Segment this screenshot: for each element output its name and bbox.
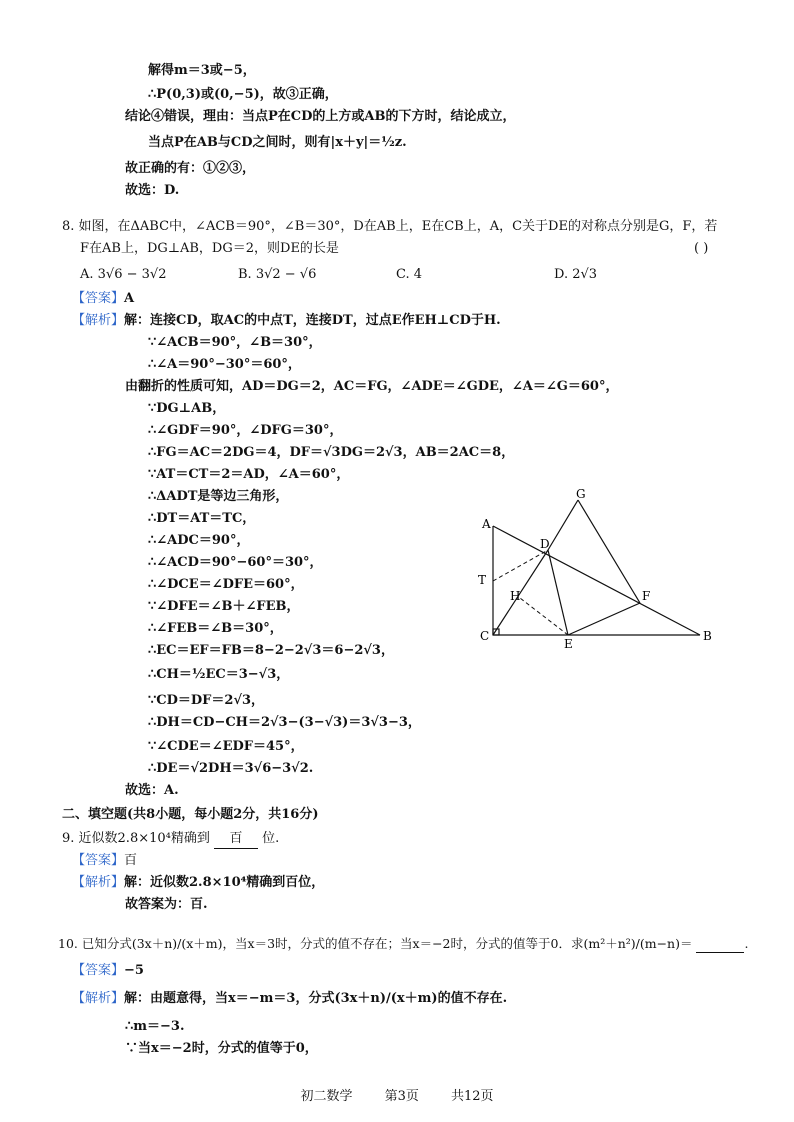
q10-answer-row (72, 962, 144, 980)
q9-stem-post: 位. (262, 831, 280, 846)
q8-option-a: A. 3√6 − 3√2 (80, 267, 167, 282)
q8-solution-11: ∴∠ACD＝90°−60°＝30°， (148, 555, 323, 570)
q8-solution-15: ∴EC＝EF＝FB＝8−2−2√3＝6−2√3， (148, 643, 394, 658)
section-2-title: 二、填空题(共8小题，每小题2分，共16分) (62, 807, 319, 822)
label-e: E (564, 637, 573, 648)
top-line-4: 当点P在AB与CD之间时，则有|x＋y|＝½z. (148, 135, 407, 150)
label-t: T (478, 573, 487, 587)
analysis-tag: 【解析】 (72, 875, 125, 890)
q8-solution-14: ∴∠FEB＝∠B＝30°， (148, 621, 283, 636)
answer-tag: 【答案】 (72, 963, 125, 978)
q8-solution-5: ∴∠GDF＝90°，∠DFG＝30°， (148, 423, 343, 438)
label-h: H (510, 589, 521, 603)
q10-answer: −5 (124, 963, 144, 978)
q8-solution-2: ∴∠A＝90°−30°＝60°， (148, 357, 301, 372)
answer-tag: 【答案】 (72, 853, 125, 868)
label-g: G (576, 488, 586, 501)
q10-stem-text: 10. 已知分式(3x＋n)/(x＋m)，当x＝3时，分式的值不存在；当x＝−2时，分式的值等于0．求(m²＋n²)/(m−n)＝ (58, 936, 693, 951)
top-line-2: ∴P(0,3)或(0,−5)，故③正确， (148, 87, 338, 102)
q8-paren: ( ) (694, 241, 709, 256)
q8-answer-row (72, 290, 134, 308)
q8-solution-17: ∵CD＝DF＝2√3， (148, 693, 265, 708)
q8-solution-10: ∴∠ADC＝90°， (148, 533, 250, 548)
q8-solution-3: 由翻折的性质可知，AD＝DG＝2，AC＝FG，∠ADE＝∠GDE，∠A＝∠G＝60°， (125, 379, 619, 394)
label-d: D (540, 537, 550, 551)
q8-solution-6: ∴FG＝AC＝2DG＝4，DF＝√3DG＝2√3，AB＝2AC＝8， (148, 445, 515, 460)
q8-option-d: D. 2√3 (554, 267, 598, 282)
q8-solution-19: ∵∠CDE＝∠EDF＝45°， (148, 739, 304, 754)
top-line-3: 结论④错误，理由：当点P在CD的上方或AB的下方时，结论成立， (125, 109, 516, 124)
label-a: A (482, 517, 491, 531)
q8-answer: A (124, 291, 135, 306)
label-c: C (480, 629, 490, 643)
q8-solution-16: ∴CH＝½EC＝3−√3， (148, 667, 290, 682)
q9-blank: 百 (214, 830, 258, 849)
segment-dg (548, 500, 578, 550)
footer-total: 共12页 (451, 1089, 494, 1104)
segment-ef (568, 603, 640, 635)
top-line-6: 故选：D. (125, 183, 180, 198)
q10-analysis-row (72, 990, 507, 1008)
q8-solution-1: ∵∠ACB＝90°，∠B＝30°， (148, 335, 322, 350)
q8-analysis-row (72, 312, 501, 330)
label-f: F (642, 589, 651, 603)
q8-solution-21: 故选：A. (125, 783, 179, 798)
top-line-1: 解得m＝3或−5， (148, 63, 256, 78)
analysis-tag: 【解析】 (72, 991, 125, 1006)
q9-stem (62, 830, 279, 849)
q9-solution-0: 解：近似数2.8×10⁴精确到百位， (124, 875, 325, 890)
q9-solution-1: 故答案为：百. (125, 897, 208, 912)
q10-solution-1: ∴m＝−3. (125, 1019, 185, 1034)
label-b: B (703, 629, 712, 643)
q9-stem-pre: 9. 近似数2.8×10⁴精确到 (62, 831, 210, 846)
q10-solution-2: ∵当x＝−2时，分式的值等于0， (125, 1041, 318, 1056)
segment-ab (493, 526, 700, 635)
q10-blank (696, 938, 744, 953)
q10-stem: 10. 已知分式(3x＋n)/(x＋m)，当x＝3时，分式的值不存在；当x＝−2时，分式的值等于0．求(m²＋n²)/(m−n)＝ . (58, 936, 749, 951)
geometry-figure (470, 488, 720, 648)
answer-tag: 【答案】 (72, 291, 125, 306)
top-line-5: 故正确的有：①②③， (125, 161, 256, 176)
q10-solution-0: 解：由题意得，当x＝−m＝3，分式(3x＋n)/(x＋m)的值不存在. (124, 991, 508, 1006)
segment-dt (493, 550, 548, 581)
q8-solution-12: ∴∠DCE＝∠DFE＝60°， (148, 577, 304, 592)
q8-option-c: C. 4 (396, 267, 423, 282)
q8-solution-0: 解：连接CD，取AC的中点T，连接DT，过点E作EH⊥CD于H. (124, 313, 501, 328)
q8-solution-18: ∴DH＝CD−CH＝2√3−(3−√3)＝3√3−3， (148, 715, 421, 730)
footer-subject: 初二数学 (300, 1089, 353, 1104)
segment-cd (493, 550, 548, 635)
analysis-tag: 【解析】 (72, 313, 125, 328)
q8-solution-4: ∵DG⊥AB， (148, 401, 226, 416)
q8-solution-8: ∴ΔADT是等边三角形， (148, 489, 289, 504)
page-footer (0, 1085, 794, 1104)
q8-solution-7: ∵AT＝CT＝2＝AD，∠A＝60°， (148, 467, 350, 482)
q9-answer: 百 (124, 853, 138, 868)
q9-answer-row (72, 852, 137, 870)
q9-analysis-row (72, 874, 324, 892)
q8-option-b: B. 3√2 − √6 (238, 267, 317, 282)
q8-stem-2: F在AB上，DG⊥AB，DG＝2，则DE的长是 (80, 241, 339, 256)
footer-page: 第3页 (384, 1089, 419, 1104)
q8-solution-20: ∴DE＝√2DH＝3√6−3√2. (148, 761, 314, 776)
q8-solution-9: ∴DT＝AT＝TC， (148, 511, 256, 526)
q8-stem-1: 8. 如图，在ΔABC中，∠ACB＝90°，∠B＝30°，D在AB上，E在CB上，A，C关于DE的对称点分别是G，F，若 (62, 219, 718, 234)
q8-solution-13: ∵∠DFE＝∠B＋∠FEB， (148, 599, 300, 614)
